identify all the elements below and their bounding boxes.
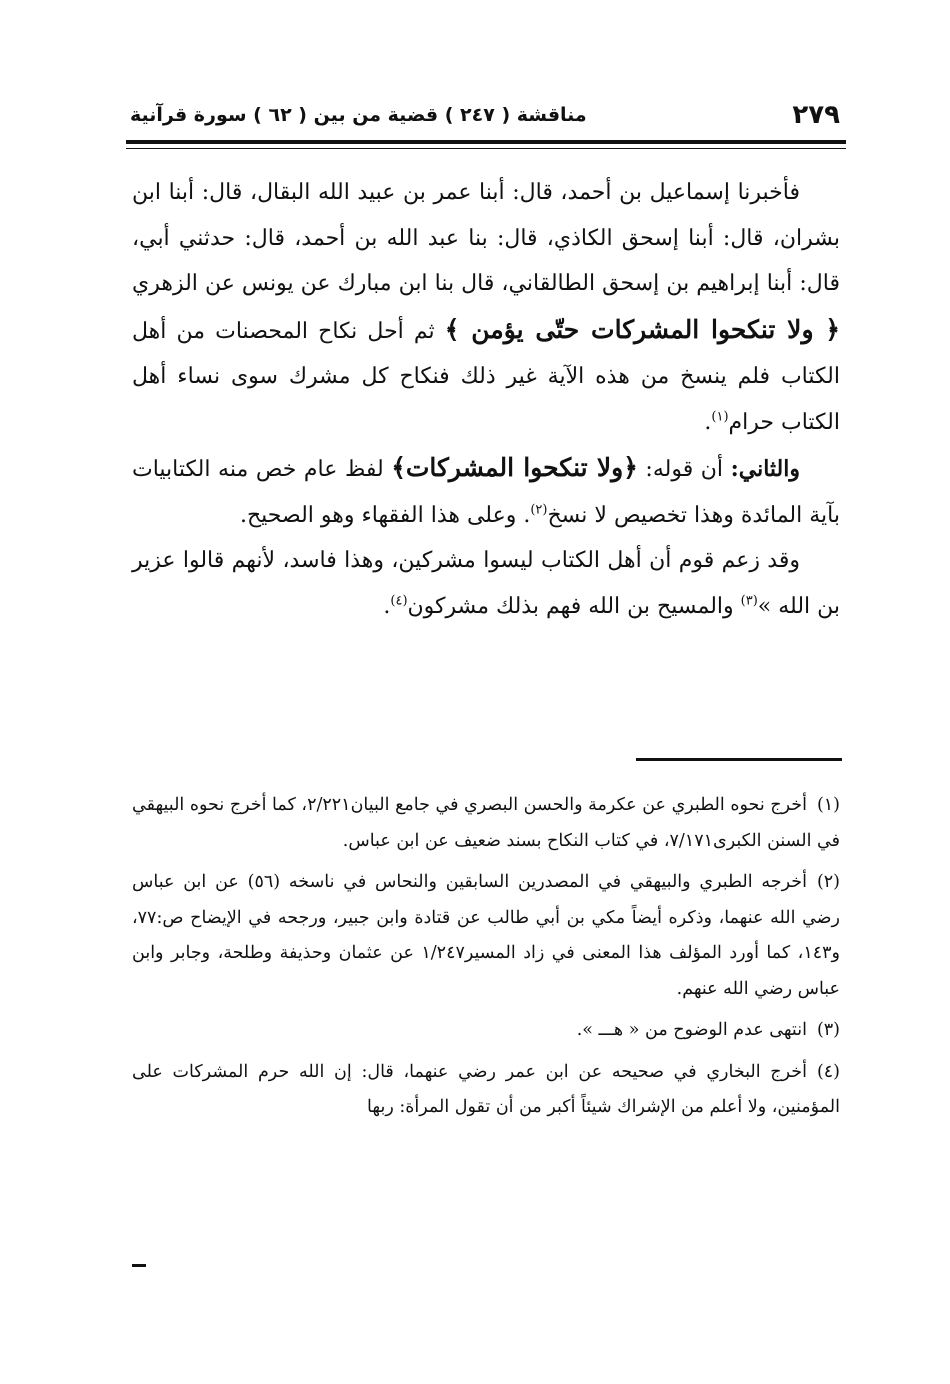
footnote-number: (٢) [816,872,840,892]
main-text [132,170,840,629]
footnote-2 [132,865,840,1007]
footnote-text: أخرجه الطبري والبيهقي في المصدرين السابقين والنحاس في ناسخه (٥٦) عن ابن عباس رضي الله عنهما، وذكره أيضاً مكي بن أبي طالب عن قتادة وابن جبير، ورجحه في الإيضاح ص:٧٧، و١٤٣، كما أورد المؤلف هذا المعنى في زاد المسير١/٢٤٧ عن عثمان وحذيفة وطلحة، وجابر وابن عباس رضي الله عنهم. [132,872,840,999]
footnote-text: انتهى عدم الوضوح من « هـــ ». [576,1020,807,1040]
footnote-separator [636,758,842,761]
footnote-ref-4: (٤) [390,593,408,609]
paragraph-2 [132,445,840,538]
footnote-ref-2: (٢) [530,502,548,518]
footnote-text: أخرج نحوه الطبري عن عكرمة والحسن البصري في جامع البيان٢/٢٢١، كما أخرج نحوه البيهقي في السنن الكبرى٧/١٧١، في كتاب النكاح بسند ضعيف عن ابن عباس. [132,795,840,851]
footnote-ref-1: (١) [711,409,729,425]
footnote-number: (١) [816,795,840,815]
quran-verse-2: ﴿ولا تنكحوا المشركات﴾ [391,453,638,482]
header-rule-thin [126,148,846,149]
page-number: ٢٧٩ [792,100,840,130]
paragraph-1: فأخبرنا إسماعيل بن أحمد، قال: أبنا عمر بن عبيد الله البقال، قال: أبنا ابن بشران، قال: أبنا إسحق الكاذي، قال: بنا عبد الله بن أحمد، قال: حدثني أبي، قال: أبنا إبراهيم بن إسحق الطالقاني، قال بنا ابن مبارك عن يونس عن الزهري ﴿ ولا تنكحوا المشركات حتّى يؤمن ﴾ ثم أحل نكاح المحصنات من أهل الكتاب فلم ينسخ من هذه الآية غير ذلك فنكاح كل مشرك سوى نساء أهل الكتاب حرام$^{(١)}$. [132,180,840,435]
footnotes [132,788,840,1132]
footnote-ref-3: (٣) [740,593,758,609]
quran-verse-1: ﴿ ولا تنكحوا المشركات حتّى يؤمن ﴾ [444,314,840,344]
footnote-text: أخرج البخاري في صحيحه عن ابن عمر رضي عنهما، قال: إن الله حرم المشركات على المؤمنين، ولا أعلم من الإشراك شيئاً أكبر من أن تقول المرأة: ربها [132,1061,840,1117]
footnote-number: (٤) [816,1061,840,1082]
paragraph-2-text-b: لفظ عام خص منه الكتابيات بآية المائدة وهذا تخصيص لا نسخ [132,457,840,528]
continuation-mark [132,1264,146,1267]
paragraph-2-lead: والثاني: [730,456,800,482]
running-title: مناقشة ( ٢٤٧ ) قضية من بين ( ٦٢ ) سورة قرآنية [130,104,587,126]
footnote-4 [132,1055,840,1126]
paragraph-1-text-b: ثم أحل نكاح المحصنات من أهل الكتاب فلم ينسخ من هذه الآية غير ذلك فنكاح كل مشرك سوى نساء أهل الكتاب حرام [132,318,840,435]
footnote-3 [132,1013,840,1049]
header-rule-thick [126,140,846,144]
paragraph-3-text-a: وقد زعم قوم أن أهل الكتاب ليسوا مشركين، وهذا فاسد، لأنهم قالوا عزير بن الله » [132,548,840,619]
footnote-1 [132,788,840,859]
paragraph-1-text-a: فأخبرنا إسماعيل بن أحمد، قال: أبنا عمر بن عبيد الله البقال، قال: أبنا ابن بشران، قال: أبنا إسحق الكاذي، قال: بنا عبد الله بن أحمد، قال: حدثني أبي، قال: أبنا إبراهيم بن إسحق الطالقاني، قال بنا ابن مبارك عن يونس عن الزهري [132,180,840,296]
paragraph-3-text-b: والمسيح بن الله فهم بذلك مشركون [407,593,734,619]
paragraph-2-text-c: . وعلى هذا الفقهاء وهو الصحيح. [239,502,531,528]
paragraph-2-text-a: أن قوله: [645,457,724,482]
footnote-number: (٣) [816,1020,840,1040]
paragraph-3: وقد زعم قوم أن أهل الكتاب ليسوا مشركين، وهذا فاسد، لأنهم قالوا عزير بن الله »$^{(٣)}$ والمسيح بن الله فهم بذلك مشركون$^{(٤)}$. [132,548,840,619]
page-header [130,98,840,138]
